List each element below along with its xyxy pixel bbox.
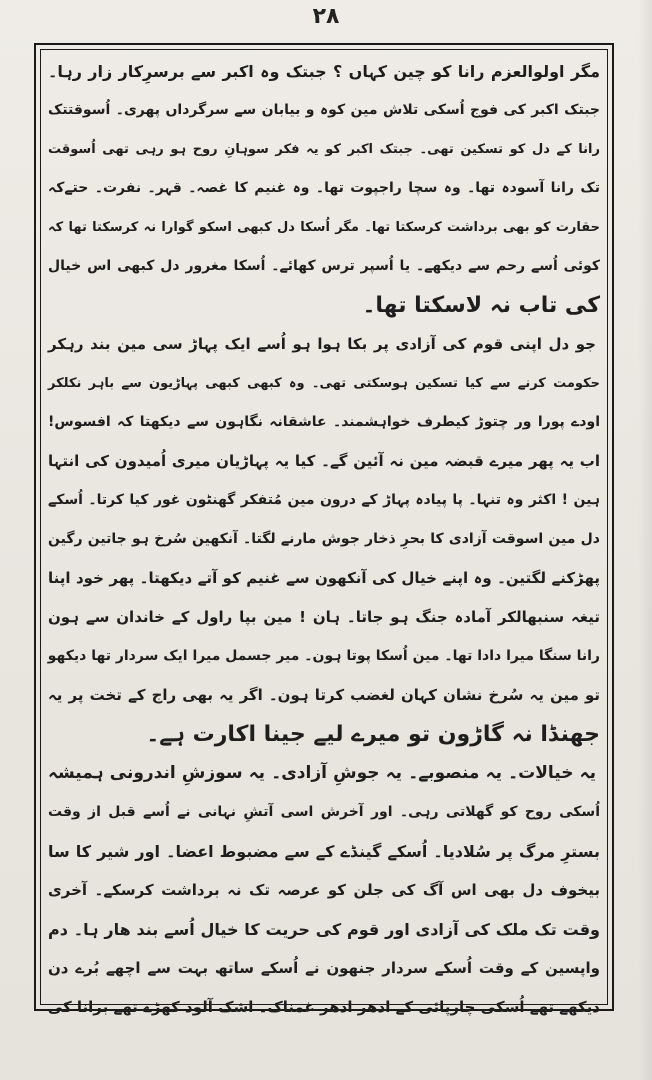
- text-line: جو دل اپنی قوم کی آزادی پر بکا ہوا ہو اُسے ایک پہاڑ سی مین بند رہکر: [48, 335, 596, 353]
- text-line: تک رانا آسودہ تھا۔ وہ سچا راجپوت تھا۔ وہ غنیم کا غصہ۔ قہر۔ نفرت۔ حتےکہ: [48, 180, 600, 196]
- text-line: حکومت کرنے سے کیا تسکین ہوسکتی تھی۔ وہ کبھی کبھی پہاڑیون سے باہر نکلکر: [48, 376, 600, 391]
- page-number: ۲۸: [312, 4, 340, 29]
- text-line: جبتک اکبر کی فوج اُسکی تلاش مین کوہ و بیابان سے سرگرداں پھری۔ اُسوقتتک: [48, 102, 600, 118]
- text-line: یہ خیالات۔ یہ منصوبے۔ یہ جوشِ آزادی۔ یہ سوزشِ اندرونی ہمیشہ: [48, 763, 596, 783]
- text-line: حقارت کو بھی برداشت کرسکتا تھا۔ مگر اُسکا دل کبھی اسکو گوارا نہ کرسکتا تھا کہ: [48, 220, 600, 235]
- text-line: کی تاب نہ لاسکتا تھا۔: [362, 293, 600, 318]
- text-line: جھنڈا نہ گاڑون تو میرے لیے جینا اکارت ہے۔: [146, 722, 600, 747]
- text-line: تیغہ سنبھالکر آمادہ جنگ ہو جاتا۔ ہان ! مین بپا راول کے خاندان سے ہون: [48, 608, 600, 626]
- urdu-text-body: [47, 52, 600, 1016]
- text-line: پھڑکنے لگتین۔ وہ اپنے خیال کی آنکھون سے غنیم کو آتے دیکھتا۔ پھر خود اپنا: [48, 569, 600, 587]
- text-line: اب یہ پھر میرے قبضہ مین نہ آئین گے۔ کیا یہ پہاڑیان میری اُمیدون کی انتہا: [48, 452, 600, 470]
- text-line: ہین ! اکثر وہ تنہا۔ پا پیادہ پہاڑ کے درون مین مُتفکر گھنٹون غور کیا کرتا۔ اُسکے: [48, 492, 600, 508]
- scan-edge-shadow: [638, 0, 652, 1080]
- text-line: تو مین یہ سُرخ نشان کہان لغضب کرتا ہون۔ اگر یہ بھی راج کے تخت پر یہ: [48, 686, 600, 704]
- text-line: مگر اولوالعزم رانا کو چین کہاں ؟ جبتک وہ اکبر سے برسرِکار زار رہا۔: [48, 62, 600, 81]
- text-line: دل مین اسوقت آزادی کا بحرِ ذخار جوش مارنے لگتا۔ آنکھین سُرخ ہو جاتین رگین: [48, 531, 600, 547]
- text-line: وقت تک ملک کی آزادی اور قوم کی حریت کا خیال اُسے بند ھار ہا۔ دم: [48, 920, 600, 939]
- text-line: دیکھے تھے اُسکی چارپائی کے ادھر ادھر غمناک۔ اشک آلود کھڑے تھے برانا کی: [47, 998, 600, 1016]
- text-line: رانا سنگا میرا دادا تھا۔ مین اُسکا پوتا ہون۔ میر جسمل میرا ایک سردار تھا دیکھو: [47, 648, 600, 664]
- text-line: کوئی اُسے رحم سے دیکھے۔ یا اُسپر ترس کھائے۔ اُسکا مغرور دل کبھی اس خیال: [48, 258, 600, 274]
- text-line: بیخوف دل بھی اس آگ کی جلن کو عرصہ تک نہ برداشت کرسکے۔ آخری: [48, 881, 600, 899]
- text-line: رانا کے دل کو تسکین تھی۔ جبتک اکبر کو یہ فکر سوہانِ روح ہو رہی تھی اُسوقت: [48, 142, 600, 157]
- text-line: واپسین کے وقت اُسکے سردار جنھون نے اُسکے ساتھ بہت سے اچھے بُرے دن: [48, 959, 600, 977]
- text-line: اودے پورا ور چتوڑ کیطرف خواہشمند۔ عاشقانہ نگاہون سے دیکھتا کہ افسوس!: [48, 414, 600, 430]
- text-line: اُسکی روح کو گھلاتی رہی۔ اور آخرش اسی آتشِ نہانی نے اُسے قبل از وقت: [48, 804, 600, 820]
- text-line: بسترِ مرگ پر سُلادیا۔ اُسکے گینڈے کے سے مضبوط اعضا۔ اور شیر کا سا: [48, 842, 600, 861]
